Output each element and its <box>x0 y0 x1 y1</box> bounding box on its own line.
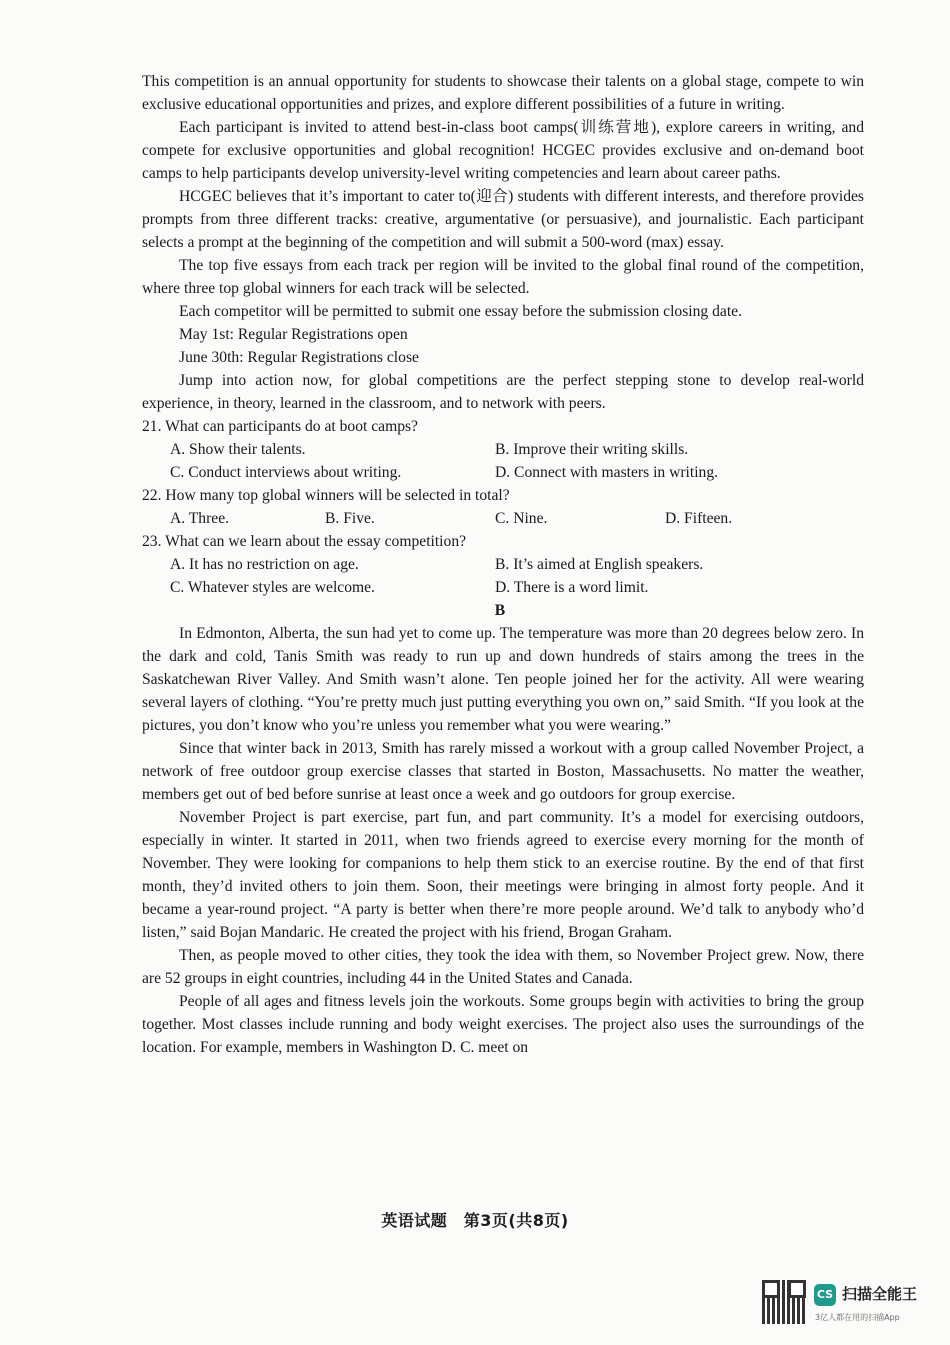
passage-b-paragraph: People of all ages and fitness levels join the workouts. Some groups begin with activities to bring the group together. Most classes include running and body weight exercises. The project also uses the surroundings of the location. For example, members in Washington D. C. meet on <box>142 993 864 1056</box>
option-d: D. Connect with masters in writing. <box>495 464 719 481</box>
passage-a-paragraph: This competition is an annual opportunity for students to showcase their talents on a global stage, compete to win exclusive educational opportunities and prizes, and explore different possibilities of a future in writing. <box>142 73 864 113</box>
option-d: D. Fifteen. <box>665 510 733 527</box>
question-options <box>142 438 864 484</box>
passage-b-paragraph: In Edmonton, Alberta, the sun had yet to come up. The temperature was more than 20 degrees below zero. In the dark and cold, Tanis Smith was ready to run up and down hundreds of stairs among the trees in the Saskatchewan River Valley. And Smith wasn’t alone. Ten people joined her for the activity. All were wearing several layers of clothing. “You’re pretty much just putting everything you own on,” said Smith. “If you look at the pictures, you don’t know who you’re unless you remember what you were wearing.” <box>142 625 864 734</box>
registration-date: June 30th: Regular Registrations close <box>179 349 419 366</box>
scanner-app-name: 扫描全能王 <box>842 1285 918 1303</box>
camscanner-logo-icon: CS <box>814 1284 836 1306</box>
scanner-watermark <box>762 1280 937 1328</box>
question-stem: 23. What can we learn about the essay competition? <box>142 533 467 550</box>
question-21 <box>142 415 864 484</box>
option-a: A. It has no restriction on age. <box>170 556 359 573</box>
qr-code-icon <box>762 1280 806 1324</box>
passage-a <box>142 70 864 415</box>
page-footer: 英语试题 第3页(共8页) <box>381 1211 569 1230</box>
passage-a-paragraph: HCGEC believes that it’s important to cater to(迎合) students with different interests, and therefore provides prompts from three different tracks: creative, argumentative (or persuasive), and journalistic. Each participant selects a prompt at the beginning of the competition and will submit a 500-word (max) essay. <box>142 188 864 251</box>
passage-a-paragraph: Each competitor will be permitted to submit one essay before the submission closing date. <box>179 303 742 320</box>
passage-a-paragraph: Each participant is invited to attend best-in-class boot camps(训练营地), explore careers in writing, and compete for exclusive opportunities and global recognition! HCGEC provides exclusive and on-demand boot camps to help participants develop university-level writing competencies and learn about career paths. <box>142 119 864 182</box>
option-c: C. Nine. <box>495 510 548 527</box>
passage-a-paragraph: The top five essays from each track per region will be invited to the global final round of the competition, where three top global winners for each track will be selected. <box>142 257 864 297</box>
option-b: B. Five. <box>325 510 375 527</box>
option-b: B. Improve their writing skills. <box>495 441 689 458</box>
question-22 <box>142 484 864 530</box>
option-d: D. There is a word limit. <box>495 579 649 596</box>
question-options <box>142 553 864 599</box>
passage-b <box>142 622 864 1059</box>
registration-date: May 1st: Regular Registrations open <box>179 326 408 343</box>
option-a: A. Show their talents. <box>170 441 306 458</box>
question-options <box>142 507 864 530</box>
passage-b-paragraph: Since that winter back in 2013, Smith has rarely missed a workout with a group called November Project, a network of free outdoor group exercise classes that started in Boston, Massachusetts. No matter the weather, members get out of bed before sunrise at least once a week and go outdoors for group exercise. <box>142 740 864 803</box>
option-a: A. Three. <box>170 510 230 527</box>
passage-b-paragraph: Then, as people moved to other cities, they took the idea with them, so November Project grew. Now, there are 52 groups in eight countries, including 44 in the United States and Canada. <box>142 947 864 987</box>
option-c: C. Whatever styles are welcome. <box>170 579 375 596</box>
question-stem: 22. How many top global winners will be selected in total? <box>142 487 510 504</box>
question-23 <box>142 530 864 599</box>
section-heading: B <box>494 602 506 619</box>
question-stem: 21. What can participants do at boot camps? <box>142 418 418 435</box>
option-c: C. Conduct interviews about writing. <box>170 464 402 481</box>
page-content <box>142 70 864 1059</box>
passage-a-closing: Jump into action now, for global competitions are the perfect stepping stone to develop real-world experience, in theory, learned in the classroom, and to network with peers. <box>142 372 864 412</box>
option-b: B. It’s aimed at English speakers. <box>495 556 704 573</box>
passage-b-paragraph: November Project is part exercise, part fun, and part community. It’s a model for exercising outdoors, especially in winter. It started in 2011, when two friends agreed to exercise every morning for the month of November. They were looking for companions to help them stick to an exercise routine. By the end of that first month, they’d invited others to join them. Soon, their meetings were bringing in almost forty people. And it became a year-round project. “A party is better when there’re more people around. We’d talk to anybody who’d listen,” said Bojan Mandaric. He created the project with his friend, Brogan Graham. <box>142 809 864 941</box>
scanner-tagline: 3亿人都在用的扫描App <box>815 1313 900 1322</box>
